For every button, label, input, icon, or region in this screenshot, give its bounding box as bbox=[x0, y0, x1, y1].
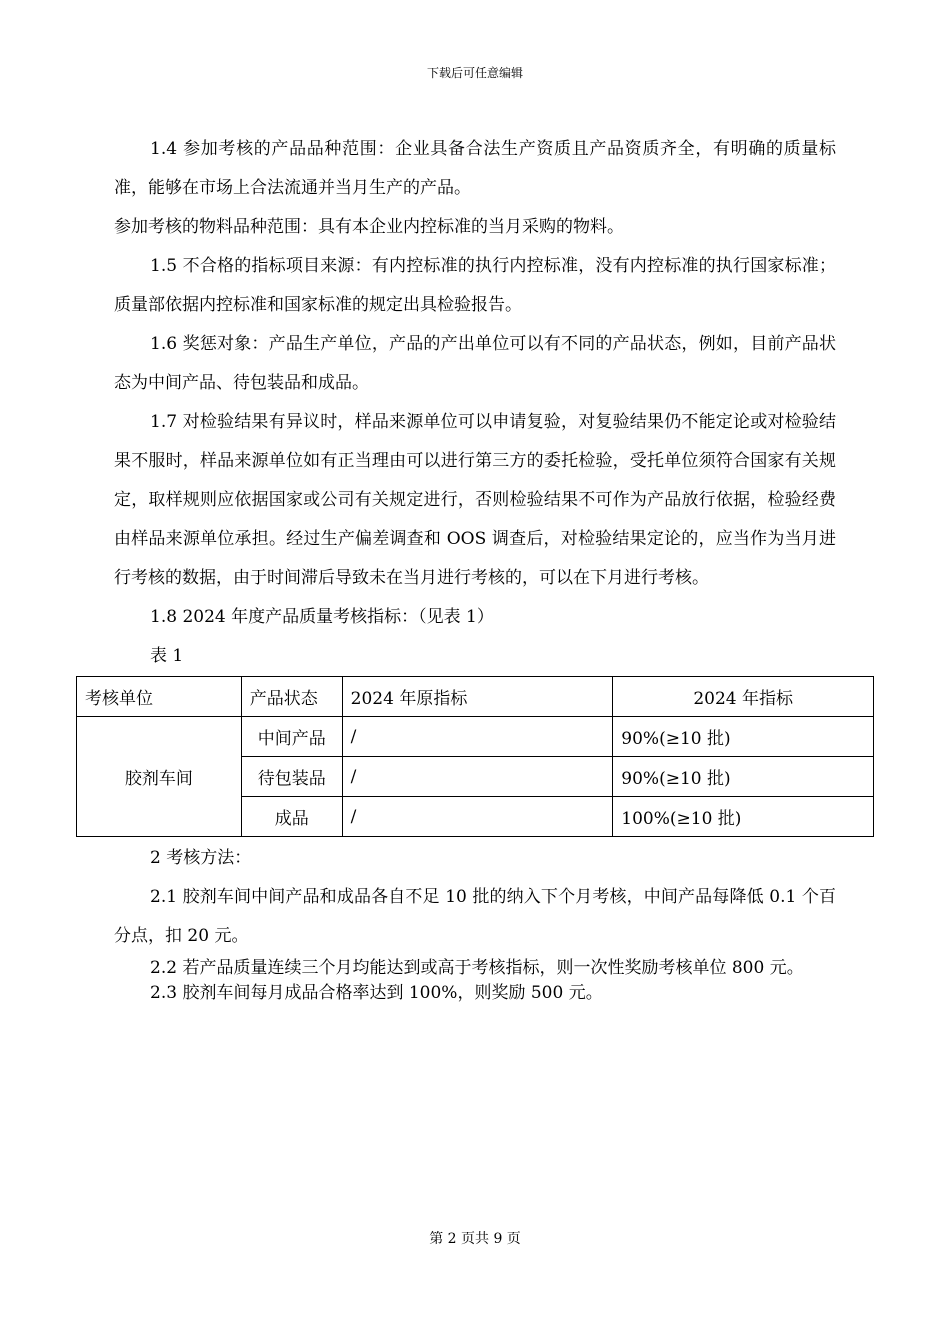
paragraph-2-2: 2.2 若产品质量连续三个月均能达到或高于考核指标，则一次性奖励考核单位 800 元。 bbox=[150, 958, 804, 978]
table-header-row bbox=[77, 677, 874, 717]
table-header-cell: 2024 年指标 bbox=[613, 677, 874, 717]
table-header-cell: 产品状态 bbox=[241, 677, 342, 717]
table-unit-cell: 胶剂车间 bbox=[77, 717, 242, 837]
indicator-table bbox=[76, 676, 874, 837]
paragraph-1-7: 1.7 对检验结果有异议时，样品来源单位可以申请复验，对复验结果仍不能定论或对检验结果不服时，样品来源单位如有正当理由可以进行第三方的委托检验，受托单位须符合国家有关规定，取样规则应依据国家或公司有关规定进行，否则检验结果不可作为产品放行依据，检验经费由样品来源单位承担。经过生产偏差调查和 OOS 调查后，对检验结果定论的，应当作为当月进行考核的数据，由于时间滞后导致未在当月进行考核的，可以在下月进行考核。 bbox=[114, 412, 836, 588]
paragraph-1-8: 1.8 2024 年度产品质量考核指标：（见表 1） bbox=[150, 607, 494, 627]
paragraph-2-3: 2.3 胶剂车间每月成品合格率达到 100%，则奖励 500 元。 bbox=[150, 983, 603, 1003]
table-cell: 待包装品 bbox=[241, 757, 342, 797]
table-cell: 90%(≥10 批) bbox=[613, 717, 874, 757]
table-header-cell: 2024 年原指标 bbox=[342, 677, 613, 717]
table-cell: / bbox=[342, 757, 613, 797]
document-body bbox=[85, 130, 836, 1006]
page-header: 下载后可任意编辑 bbox=[426, 66, 523, 80]
table-cell: / bbox=[342, 797, 613, 837]
table-header-cell: 考核单位 bbox=[77, 677, 242, 717]
paragraph-material-scope: 参加考核的物料品种范围：具有本企业内控标准的当月采购的物料。 bbox=[114, 217, 624, 237]
paragraph-1-5: 1.5 不合格的指标项目来源：有内控标准的执行内控标准，没有内控标准的执行国家标准；质量部依据内控标准和国家标准的规定出具检验报告。 bbox=[114, 256, 836, 315]
table-cell: 90%(≥10 批) bbox=[613, 757, 874, 797]
paragraph-1-4: 1.4 参加考核的产品品种范围：企业具备合法生产资质且产品资质齐全，有明确的质量标准，能够在市场上合法流通并当月生产的产品。 bbox=[114, 139, 836, 198]
table-cell: 100%(≥10 批) bbox=[613, 797, 874, 837]
table-cell: / bbox=[342, 717, 613, 757]
page-footer: 第 2 页共 9 页 bbox=[429, 1231, 521, 1247]
table-cell: 成品 bbox=[241, 797, 342, 837]
table-caption: 表 1 bbox=[150, 646, 184, 666]
paragraph-1-6: 1.6 奖惩对象：产品生产单位，产品的产出单位可以有不同的产品状态，例如，目前产品状态为中间产品、待包装品和成品。 bbox=[114, 334, 836, 393]
table-row bbox=[77, 717, 874, 757]
table-cell: 中间产品 bbox=[241, 717, 342, 757]
paragraph-2: 2 考核方法： bbox=[150, 848, 252, 868]
paragraph-2-1: 2.1 胶剂车间中间产品和成品各自不足 10 批的纳入下个月考核，中间产品每降低 0.1 个百分点，扣 20 元。 bbox=[114, 887, 836, 946]
